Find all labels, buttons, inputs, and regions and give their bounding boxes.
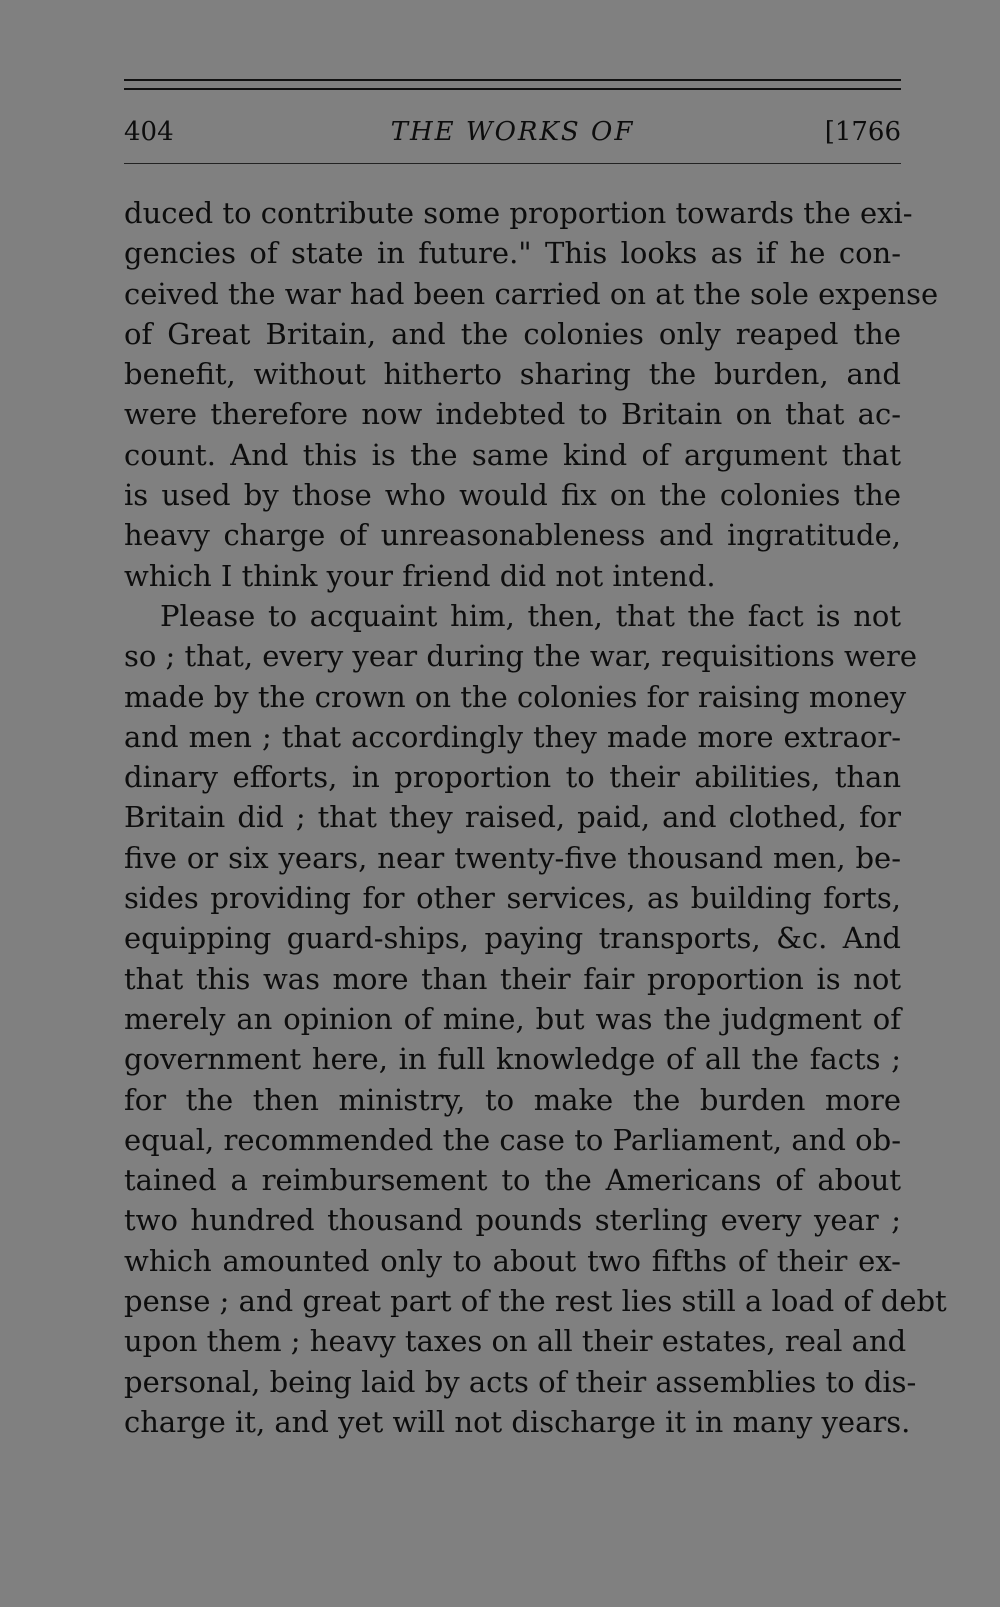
text-line: of Great Britain, and the colonies only reaped the <box>124 316 901 351</box>
text-line: Britain did ; that they raised, paid, and clothed, for <box>124 800 901 835</box>
text-line: gencies of state in future." This looks as if he con- <box>124 236 901 271</box>
text-line: tained a reimbursement to the Americans of about <box>124 1163 901 1198</box>
text-line: is used by those who would fix on the colonies the <box>124 478 901 513</box>
text-line: so ; that, every year during the war, requisitions were <box>124 639 917 674</box>
text-line: were therefore now indebted to Britain on that ac- <box>124 397 901 432</box>
text-line: personal, being laid by acts of their assemblies to dis- <box>124 1364 917 1399</box>
running-title: THE WORKS OF <box>390 117 635 147</box>
body-text <box>124 193 947 1442</box>
header-year: [1766 <box>824 117 901 147</box>
text-line: merely an opinion of mine, but was the judgment of <box>124 1001 901 1036</box>
paragraph-first-line: Please to acquaint him, then, that the fact is not <box>160 598 901 633</box>
text-line: ceived the war had been carried on at the sole expense <box>124 276 939 311</box>
text-line: sides providing for other services, as building forts, <box>124 881 901 916</box>
text-line: dinary efforts, in proportion to their abilities, than <box>124 760 901 795</box>
text-line: five or six years, near twenty-five thousand men, be- <box>124 840 901 875</box>
header-double-rule-lower <box>124 88 901 90</box>
text-line: equal, recommended the case to Parliament, and ob- <box>124 1122 901 1157</box>
text-line: duced to contribute some proportion towards the exi- <box>124 196 913 230</box>
text-line: heavy charge of unreasonableness and ingratitude, <box>124 518 901 553</box>
text-line: benefit, without hitherto sharing the burden, and <box>124 357 901 392</box>
header-double-rule-upper <box>124 79 901 81</box>
text-line: upon them ; heavy taxes on all their estates, real and <box>124 1324 907 1359</box>
text-line: pense ; and great part of the rest lies still a load of debt <box>124 1284 947 1319</box>
page-number: 404 <box>124 117 174 147</box>
running-header <box>124 112 901 152</box>
text-line: and men ; that accordingly they made more extraor- <box>124 719 901 754</box>
text-line: made by the crown on the colonies for raising money <box>124 679 907 714</box>
text-line: two hundred thousand pounds sterling every year ; <box>124 1203 901 1238</box>
text-line: that this was more than their fair proportion is not <box>124 961 901 996</box>
paragraph-last-line: which I think your friend did not intend. <box>124 558 716 593</box>
text-line: equipping guard-ships, paying transports, &c. And <box>124 921 901 956</box>
text-line: charge it, and yet will not discharge it in many years. <box>124 1404 911 1439</box>
text-line: for the then ministry, to make the burden more <box>124 1082 901 1117</box>
text-line: count. And this is the same kind of argument that <box>124 437 901 472</box>
header-rule <box>124 163 901 164</box>
text-line: government here, in full knowledge of all the facts ; <box>124 1042 901 1077</box>
text-line: which amounted only to about two fifths of their ex- <box>124 1243 901 1278</box>
